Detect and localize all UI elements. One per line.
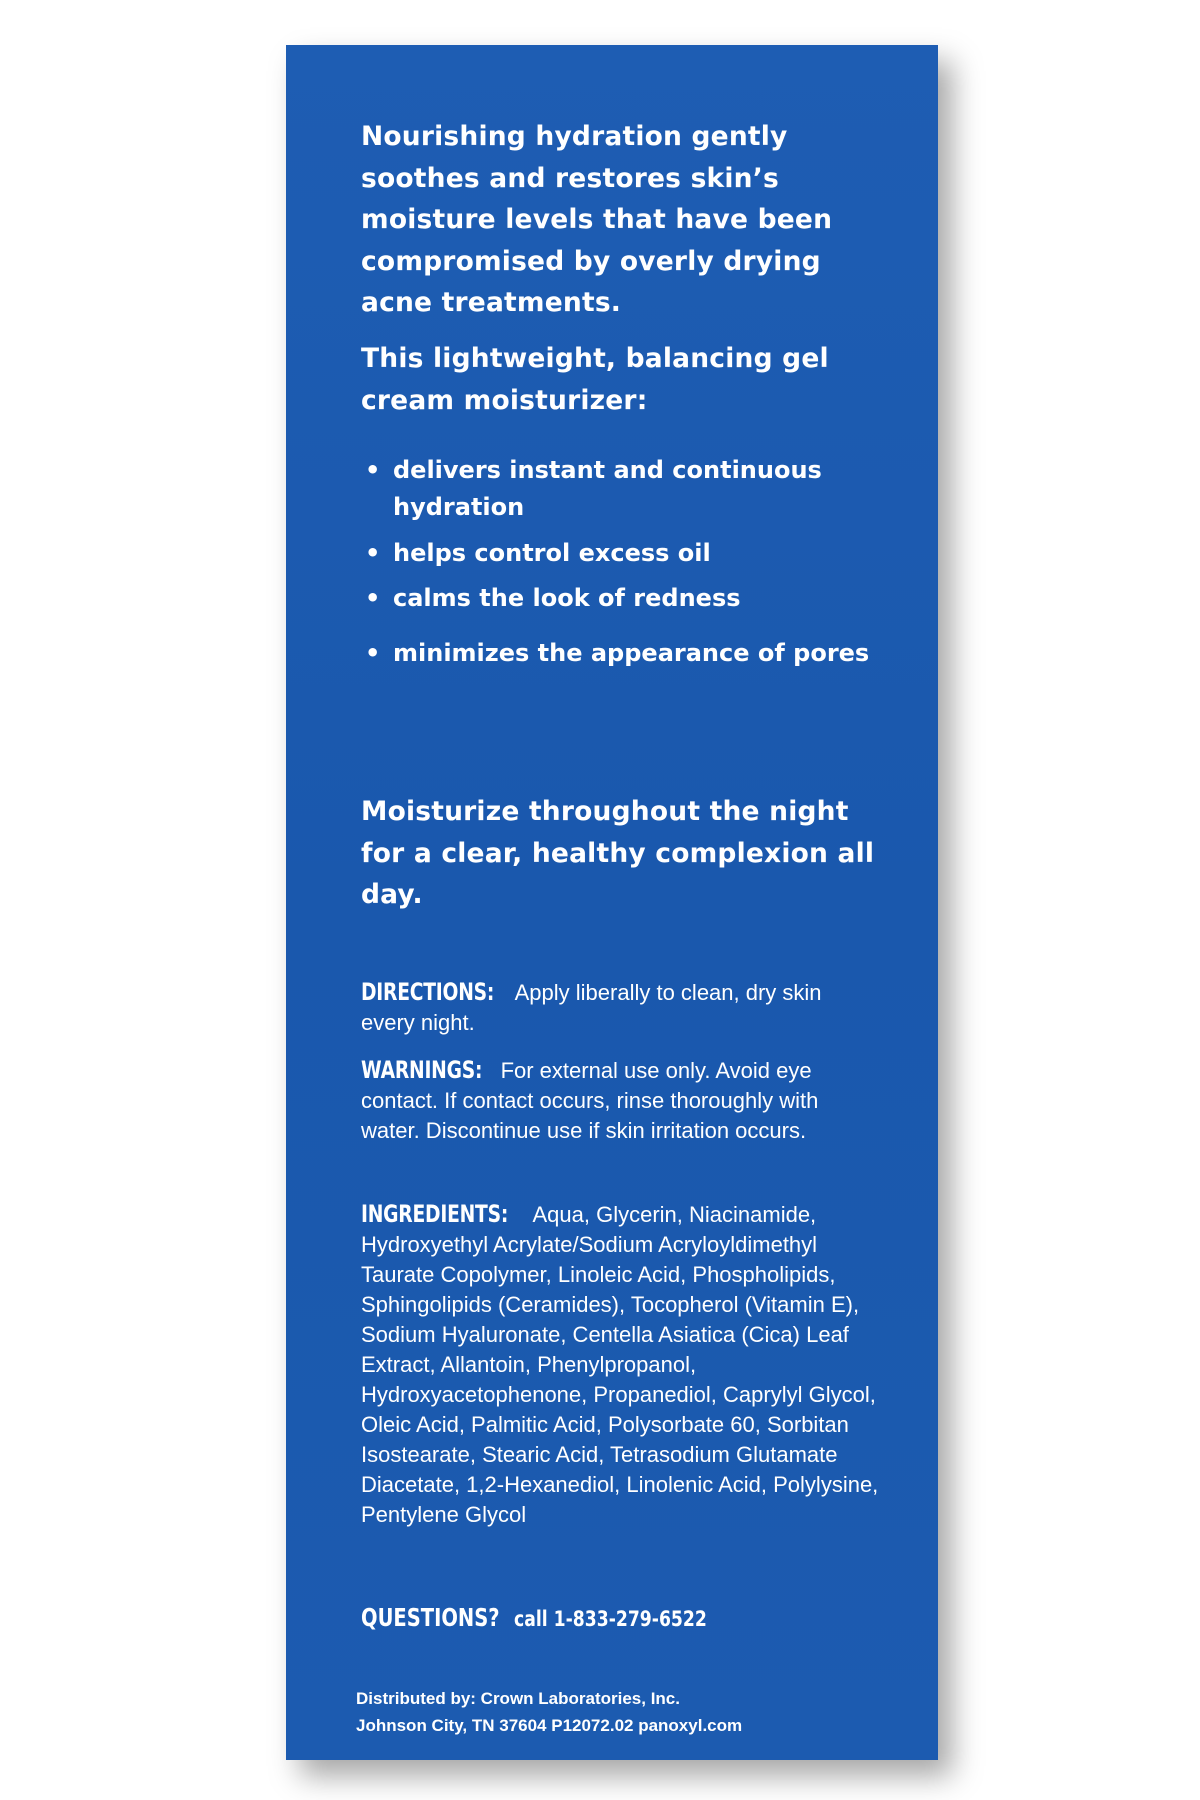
benefits-list [361,452,901,672]
benefit-text: delivers instant and continuous hydration [393,456,822,521]
warnings-section [361,1055,881,1146]
benefit-item [361,452,901,526]
questions-section [361,1603,901,1632]
directions-section [361,977,881,1038]
phone-number: call 1-833-279-6522 [514,1607,708,1631]
distributor-line-2: Johnson City, TN 37604 P12072.02 panoxyl.com [356,1716,743,1735]
benefit-text: minimizes the appearance of pores [393,639,870,667]
distributor-info [356,1685,896,1739]
benefits-lead: This lightweight, balancing gel cream moisturizer: [361,343,829,416]
bullet-icon: • [365,639,381,667]
intro-text: Nourishing hydration gently soothes and restores skin’s moisture levels that have been compromised by overly drying acne treatments. [361,121,833,318]
ingredients-section [361,1199,881,1530]
closing-statement: Moisturize throughout the night for a clear, healthy complexion all day. [361,796,875,910]
product-label-panel [286,45,938,1760]
directions-heading: DIRECTIONS: [361,978,495,1006]
bullet-icon: • [365,456,381,484]
benefit-item [361,635,901,672]
benefit-text: calms the look of redness [393,584,741,612]
ingredients-text: Aqua, Glycerin, Niacinamide, Hydroxyethyl Acrylate/Sodium Acryloyldimethyl Taurate Copolymer, Linoleic Acid, Phospholipids, Sphingolipids (Ceramides), Tocopherol (Vitamin E), Sodium Hyaluronate, Centella Asiatica (Cica) Leaf Extract, Allantoin, Phenylpropanol, Hydroxyacetophenone, Propanediol, Caprylyl Glycol, Oleic Acid, Palmitic Acid, Polysorbate 60, Sorbitan Isostearate, Stearic Acid, Tetrasodium Glutamate Diacetate, 1,2-Hexanediol, Linolenic Acid, Polylysine, Pentylene Glycol [361,1202,879,1527]
benefit-text: helps control excess oil [393,539,711,567]
bullet-icon: • [365,539,381,567]
distributor-line-1: Distributed by: Crown Laboratories, Inc. [356,1689,680,1708]
benefit-item [361,535,901,572]
questions-heading: QUESTIONS? [361,1603,500,1632]
ingredients-heading: INGREDIENTS: [361,1200,509,1228]
bullet-icon: • [365,584,381,612]
benefit-item [361,580,901,617]
directions-text: Apply liberally to clean, dry skin every night. [361,980,822,1035]
warnings-heading: WARNINGS: [361,1056,483,1084]
warnings-text: For external use only. Avoid eye contact. If contact occurs, rinse thoroughly with water. Discontinue use if skin irritation occurs. [361,1058,819,1143]
